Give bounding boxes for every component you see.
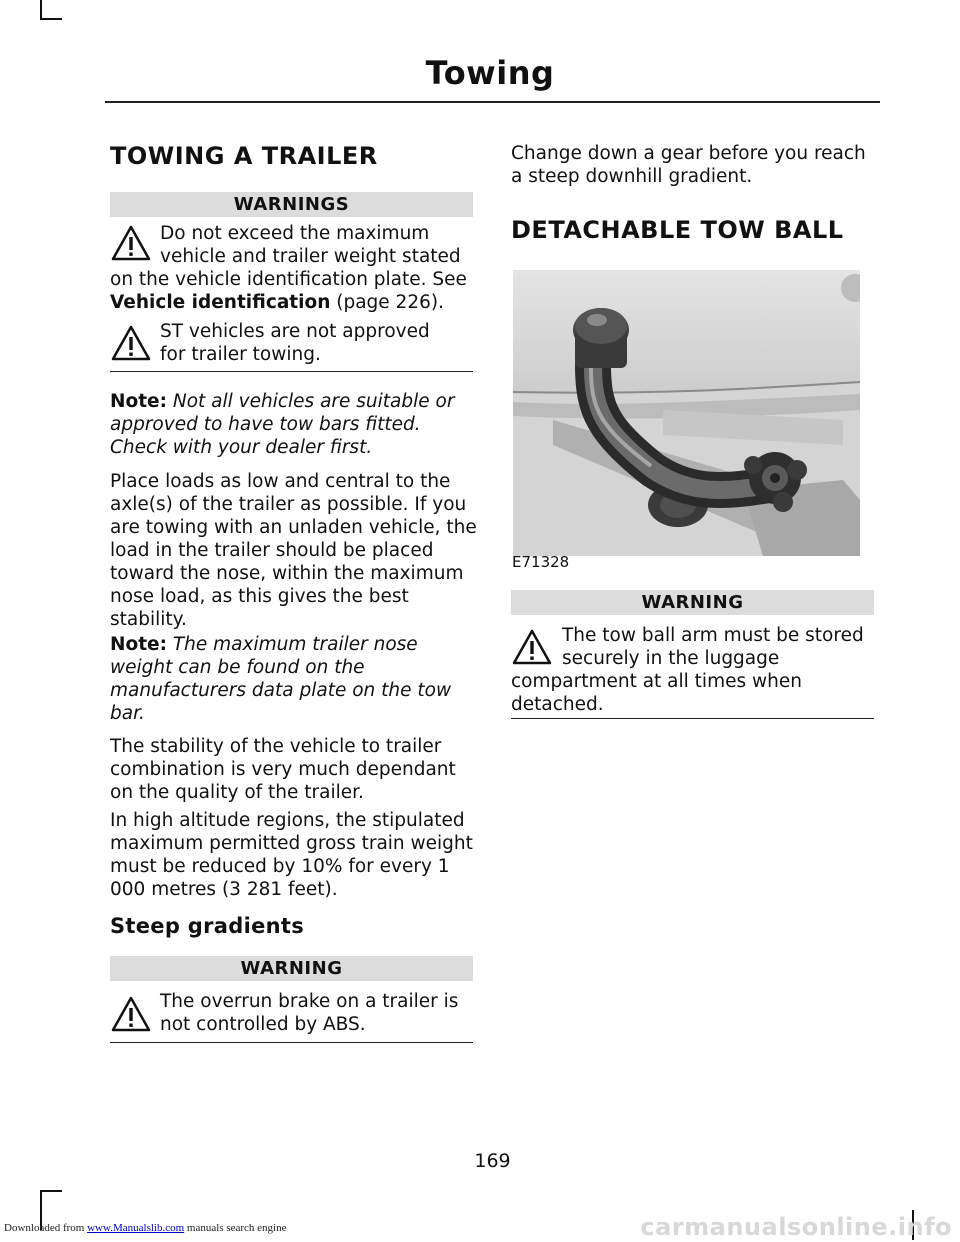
warnings-bar: WARNINGS — [110, 192, 473, 217]
warning-bar: WARNING — [511, 590, 874, 615]
warning-line: securely in the luggage — [562, 648, 780, 669]
paragraph-altitude: In high altitude regions, the stipulated maximum permitted gross train weight must be reduced by 10% for every 1 000 metres (3 281 feet). — [110, 810, 473, 900]
subheading-steep-gradients: Steep gradients — [110, 914, 305, 938]
watermark: carmanualsonline.info — [640, 1213, 952, 1241]
section-heading-towing: TOWING A TRAILER — [110, 142, 378, 170]
section-heading-tow-ball: DETACHABLE TOW BALL — [511, 216, 844, 244]
crop-mark — [40, 1190, 62, 1192]
warning-line: vehicle and trailer weight stated — [160, 246, 461, 267]
paragraph-loads: Place loads as low and central to the axle(s) of the trailer as possible. If you are towing with an unladen vehicle, the load in the trailer should be placed toward the nose, within the maximum nose load, as this gives the best stability. — [110, 471, 477, 630]
page-number: 169 — [474, 1150, 511, 1172]
warning-overrun-brake — [160, 990, 480, 1036]
warning-tow-ball-storage — [511, 624, 891, 716]
note-nose-weight — [110, 633, 480, 725]
note-suitability — [110, 390, 480, 459]
warning-line — [110, 291, 490, 314]
warning-line: on the vehicle identification plate. See — [110, 269, 467, 290]
footer-suffix: manuals search engine — [184, 1222, 287, 1234]
warning-line: for trailer towing. — [160, 344, 321, 365]
note-text: Not all vehicles are suitable or approved to have tow bars fitted. Check with your dealer first. — [110, 391, 455, 458]
warning-st-vehicles — [160, 320, 480, 366]
warning-triangle-icon — [110, 995, 152, 1033]
warning-end-rule — [110, 1042, 473, 1043]
warning-triangle-icon — [110, 324, 152, 362]
tow-ball-illustration — [513, 270, 860, 556]
page-title: Towing — [425, 54, 555, 92]
note-label: Note: — [110, 634, 167, 655]
warning-end-rule — [110, 371, 473, 372]
warning-end-rule — [511, 718, 874, 719]
note-label: Note: — [110, 391, 167, 412]
note-text: The maximum trailer nose weight can be found on the manufacturers data plate on the tow bar. — [110, 634, 452, 724]
download-footer — [4, 1222, 286, 1234]
crop-mark — [40, 18, 62, 20]
warning-line: detached. — [511, 694, 604, 715]
warning-vehicle-weight — [110, 222, 490, 314]
warning-line: The tow ball arm must be stored — [562, 625, 864, 646]
figure-code: E71328 — [512, 553, 570, 571]
manualslib-link[interactable]: www.Manualslib.com — [87, 1222, 185, 1234]
paragraph-change-down: Change down a gear before you reach a steep downhill gradient. — [511, 143, 866, 187]
crop-mark — [40, 0, 42, 20]
vehicle-identification-link[interactable]: Vehicle identification — [110, 292, 331, 313]
warning-line: Do not exceed the maximum — [160, 223, 430, 244]
warning-line: The overrun brake on a trailer is — [160, 991, 459, 1012]
footer-prefix: Downloaded from — [4, 1222, 88, 1234]
page-reference: (page 226). — [330, 292, 444, 313]
header-rule — [105, 101, 880, 103]
warning-line: ST vehicles are not approved — [160, 321, 430, 342]
warning-line: not controlled by ABS. — [160, 1014, 366, 1035]
paragraph-stability: The stability of the vehicle to trailer combination is very much dependant on the quality of the trailer. — [110, 736, 456, 803]
warning-line: compartment at all times when — [511, 671, 802, 692]
warning-bar: WARNING — [110, 956, 473, 981]
